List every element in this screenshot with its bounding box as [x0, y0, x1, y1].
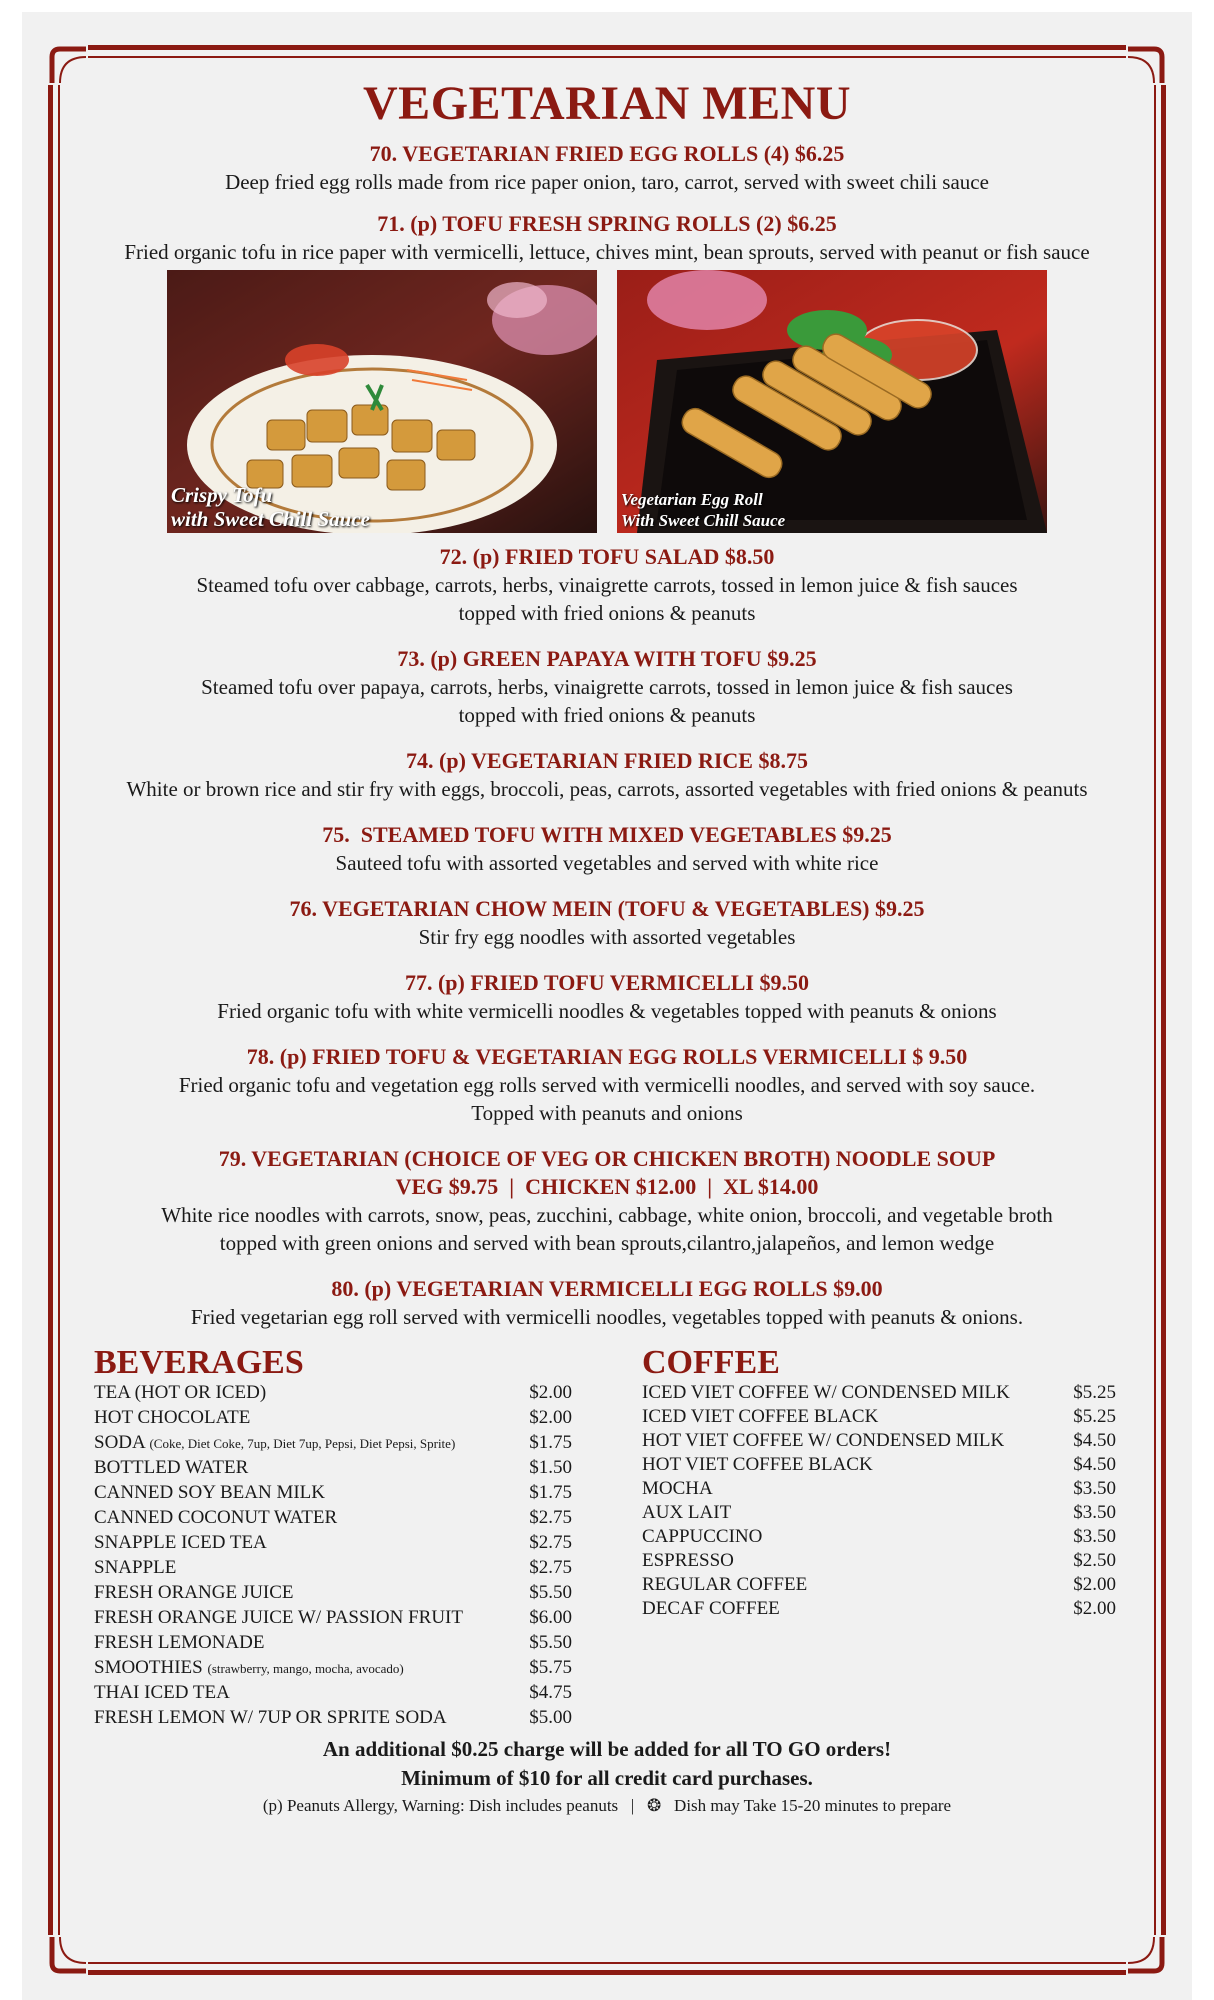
- price-row: [94, 1556, 572, 1581]
- item-name: 72. (p) FRIED TOFU SALAD $8.50: [439, 544, 775, 569]
- price-row: [94, 1431, 572, 1456]
- drink-price: $1.75: [529, 1432, 572, 1453]
- menu-item-79: [66, 1145, 1148, 1257]
- drink-name: BOTTLED WATER: [94, 1457, 249, 1478]
- price-row: [94, 1481, 572, 1506]
- drink-price: $2.75: [529, 1557, 572, 1578]
- item-name: 73. (p) GREEN PAPAYA WITH TOFU $9.25: [397, 646, 817, 671]
- to-go-notice: An additional $0.25 charge will be added for all TO GO orders!: [322, 1737, 892, 1761]
- drink-price: $5.25: [1073, 1382, 1116, 1403]
- item-description: Sauteed tofu with assorted vegetables and served with white rice: [335, 851, 879, 875]
- menu-item-73: [66, 645, 1148, 729]
- price-row: [642, 1477, 1116, 1501]
- item-name: 76. VEGETARIAN CHOW MEIN (TOFU & VEGETABLES) $9.25: [289, 896, 925, 921]
- drink-name: CANNED COCONUT WATER: [94, 1507, 338, 1528]
- drink-name: HOT VIET COFFEE BLACK: [642, 1454, 873, 1475]
- drink-name: CAPPUCCINO: [642, 1526, 763, 1547]
- drink-name: SMOOTHIES (strawberry, mango, mocha, avocado): [94, 1657, 404, 1678]
- item-description: Fried organic tofu in rice paper with vermicelli, lettuce, chives mint, bean sprouts, served with peanut or fish sauce: [124, 240, 1090, 264]
- price-row: [94, 1606, 572, 1631]
- drink-name: FRESH LEMONADE: [94, 1632, 265, 1653]
- drink-price: $6.00: [529, 1607, 572, 1628]
- price-row: [94, 1681, 572, 1706]
- drink-name: FRESH ORANGE JUICE: [94, 1582, 294, 1603]
- item-description: White rice noodles with carrots, snow, peas, zucchini, cabbage, white onion, broccoli, and vegetable broth: [161, 1203, 1053, 1227]
- drink-name: REGULAR COFFEE: [642, 1574, 808, 1595]
- drink-price: $4.50: [1073, 1430, 1116, 1451]
- item-description: Stir fry egg noodles with assorted vegetables: [418, 925, 796, 949]
- menu-item-78: [66, 1043, 1148, 1127]
- item-description: topped with fried onions & peanuts: [458, 601, 756, 625]
- drink-price: $2.00: [529, 1382, 572, 1403]
- price-row: [94, 1581, 572, 1606]
- drink-price: $2.00: [529, 1407, 572, 1428]
- drink-price: $3.50: [1073, 1502, 1116, 1523]
- menu-title: VEGETARIAN MENU: [363, 77, 851, 130]
- item-name: 75. STEAMED TOFU WITH MIXED VEGETABLES $9.25: [322, 822, 892, 847]
- drink-name: HOT VIET COFFEE W/ CONDENSED MILK: [642, 1430, 1005, 1451]
- item-name: 78. (p) FRIED TOFU & VEGETARIAN EGG ROLLS VERMICELLI $ 9.50: [246, 1044, 968, 1069]
- drink-name: SODA (Coke, Diet Coke, 7up, Diet 7up, Pepsi, Diet Pepsi, Sprite): [94, 1432, 456, 1453]
- drink-name: ICED VIET COFFEE BLACK: [642, 1406, 879, 1427]
- menu-item-80: [66, 1275, 1148, 1331]
- drink-name: ESPRESSO: [642, 1550, 734, 1571]
- drink-note: (Coke, Diet Coke, 7up, Diet 7up, Pepsi, Diet Pepsi, Sprite): [149, 1436, 456, 1451]
- food-photos: [66, 270, 1148, 533]
- menu-item-70: [66, 140, 1148, 196]
- price-row: [642, 1381, 1116, 1405]
- drink-name: TEA (HOT OR ICED): [94, 1382, 267, 1403]
- price-row: [642, 1525, 1116, 1549]
- allergy-notice: (p) Peanuts Allergy, Warning: Dish includes peanuts | ❂ Dish may Take 15-20 minutes to prepare: [262, 1796, 952, 1815]
- drink-name: AUX LAIT: [642, 1502, 732, 1523]
- item-description: Steamed tofu over cabbage, carrots, herbs, vinaigrette carrots, tossed in lemon juice & fish sauces: [196, 573, 1018, 597]
- drink-price: $5.50: [529, 1632, 572, 1653]
- drink-name: DECAF COFFEE: [642, 1598, 780, 1619]
- drink-price: $5.25: [1073, 1406, 1116, 1427]
- drink-price: $2.75: [529, 1507, 572, 1528]
- price-row: [94, 1506, 572, 1531]
- drink-price: $2.00: [1073, 1598, 1116, 1619]
- menu-item-75: [66, 821, 1148, 877]
- drink-price: $2.50: [1073, 1550, 1116, 1571]
- drink-name: THAI ICED TEA: [94, 1682, 230, 1703]
- price-row: [642, 1405, 1116, 1429]
- drink-name: HOT CHOCOLATE: [94, 1407, 251, 1428]
- price-row: [94, 1381, 572, 1406]
- crispy-tofu-photo: [167, 270, 597, 533]
- menu-item-72: [66, 543, 1148, 627]
- item-description: White or brown rice and stir fry with eggs, broccoli, peas, carrots, assorted vegetables with fried onions & peanuts: [126, 777, 1088, 801]
- drink-price: $4.50: [1073, 1454, 1116, 1475]
- drinks-lists: [66, 1345, 1148, 1731]
- price-row: [94, 1706, 572, 1731]
- credit-card-notice: Minimum of $10 for all credit card purchases.: [401, 1766, 813, 1790]
- drink-name: SNAPPLE: [94, 1557, 177, 1578]
- price-row: [642, 1573, 1116, 1597]
- price-row: [94, 1406, 572, 1431]
- drink-note: (strawberry, mango, mocha, avocado): [207, 1661, 404, 1676]
- drink-price: $5.75: [529, 1657, 572, 1678]
- price-row: [94, 1631, 572, 1656]
- price-row: [94, 1456, 572, 1481]
- coffee-section: [642, 1345, 1116, 1731]
- item-name: 71. (p) TOFU FRESH SPRING ROLLS (2) $6.25: [377, 211, 837, 236]
- item-name: 80. (p) VEGETARIAN VERMICELLI EGG ROLLS $9.00: [331, 1276, 883, 1301]
- item-prices: VEG $9.75 | CHICKEN $12.00 | XL $14.00: [395, 1174, 819, 1199]
- item-description: topped with green onions and served with bean sprouts,cilantro,jalapeños, and lemon wedge: [219, 1231, 995, 1255]
- item-description: Topped with peanuts and onions: [471, 1101, 743, 1125]
- drink-name: CANNED SOY BEAN MILK: [94, 1482, 325, 1503]
- item-description: Fried organic tofu with white vermicelli noodles & vegetables topped with peanuts & onions: [217, 999, 997, 1023]
- drink-price: $5.00: [529, 1707, 572, 1728]
- item-description: topped with fried onions & peanuts: [458, 703, 756, 727]
- drink-name: FRESH ORANGE JUICE W/ PASSION FRUIT: [94, 1607, 463, 1628]
- drink-name: SNAPPLE ICED TEA: [94, 1532, 267, 1553]
- photo-caption: Vegetarian Egg Roll With Sweet Chill Sauce: [621, 490, 786, 530]
- item-description: Deep fried egg rolls made from rice paper onion, taro, carrot, served with sweet chili sauce: [225, 170, 989, 194]
- price-row: [94, 1656, 572, 1681]
- price-row: [642, 1549, 1116, 1573]
- beverages-section: [94, 1345, 572, 1731]
- coffee-title: COFFEE: [642, 1344, 780, 1381]
- drink-price: $4.75: [529, 1682, 572, 1703]
- photo-caption: Crispy Tofu with Sweet Chill Sauce: [171, 483, 370, 531]
- menu-item-74: [66, 747, 1148, 803]
- price-row: [642, 1501, 1116, 1525]
- item-name: 77. (p) FRIED TOFU VERMICELLI $9.50: [404, 970, 809, 995]
- item-name: 70. VEGETARIAN FRIED EGG ROLLS (4) $6.25: [369, 141, 845, 166]
- vegetarian-egg-roll-photo: [617, 270, 1047, 533]
- drink-price: $3.50: [1073, 1478, 1116, 1499]
- menu-footer: [66, 1735, 1148, 1819]
- item-description: Fried vegetarian egg roll served with vermicelli noodles, vegetables topped with peanuts & onions.: [190, 1305, 1024, 1329]
- drink-price: $2.00: [1073, 1574, 1116, 1595]
- drink-price: $5.50: [529, 1582, 572, 1603]
- drink-name: MOCHA: [642, 1478, 713, 1499]
- menu-item-77: [66, 969, 1148, 1025]
- item-name: 74. (p) VEGETARIAN FRIED RICE $8.75: [406, 748, 808, 773]
- item-name: 79. VEGETARIAN (CHOICE OF VEG OR CHICKEN BROTH) NOODLE SOUP: [218, 1146, 996, 1171]
- drink-name: ICED VIET COFFEE W/ CONDENSED MILK: [642, 1382, 1010, 1403]
- item-description: Fried organic tofu and vegetation egg rolls served with vermicelli noodles, and served with soy sauce.: [178, 1073, 1036, 1097]
- drink-price: $1.75: [529, 1482, 572, 1503]
- price-row: [642, 1429, 1116, 1453]
- menu-item-76: [66, 895, 1148, 951]
- drink-price: $3.50: [1073, 1526, 1116, 1547]
- beverages-title: BEVERAGES: [94, 1344, 304, 1381]
- item-description: Steamed tofu over papaya, carrots, herbs, vinaigrette carrots, tossed in lemon juice & fish sauces: [201, 675, 1013, 699]
- drink-name: FRESH LEMON W/ 7UP OR SPRITE SODA: [94, 1707, 447, 1728]
- price-row: [94, 1531, 572, 1556]
- menu-content: [66, 64, 1148, 1954]
- drink-price: $1.50: [529, 1457, 572, 1478]
- price-row: [642, 1453, 1116, 1477]
- price-row: [642, 1597, 1116, 1621]
- drink-price: $2.75: [529, 1532, 572, 1553]
- menu-item-71: [66, 210, 1148, 266]
